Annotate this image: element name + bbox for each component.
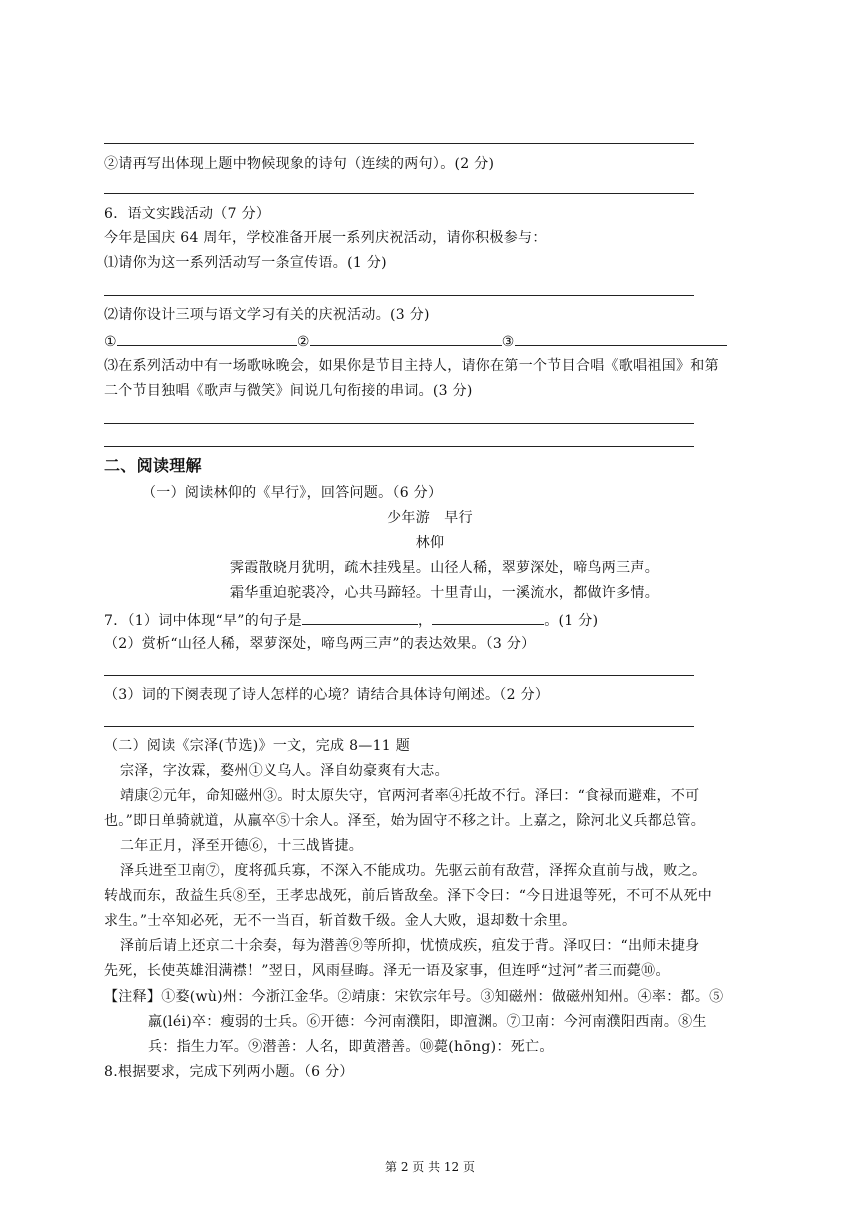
passage-p3: 二年正月，泽至开德⑥，十三战皆捷。: [120, 838, 364, 854]
q6-blanks-row: [104, 331, 727, 351]
notes-line-1: 【注释】①婺(wù)州：今浙江金华。②靖康：宋钦宗年号。③知磁州：做磁州知州。④率：都。⑤: [104, 989, 724, 1005]
answer-line: [104, 423, 694, 424]
q7-sub1-prefix: 7．（1）词中体现“早”的句子是: [104, 613, 302, 629]
answer-blank-1: [117, 331, 297, 346]
answer-blank-5: [432, 610, 544, 625]
page-footer: 第 2 页 共 12 页: [385, 1160, 475, 1174]
passage-p5-line2: 先死，长使英雄泪满襟！”翌日，风雨昼晦。泽无一语及家事，但连呼“过河”者三而薨⑩。: [104, 963, 670, 979]
answer-line: [104, 143, 694, 144]
passage-p4-line3: 求生。”士卒知必死，无不一当百，斩首数千级。金人大败，退却数十余里。: [104, 913, 577, 929]
q7-sub1-suffix: 。(1 分): [544, 613, 599, 629]
answer-line: [104, 193, 694, 194]
q6-sub1: ⑴请你为这一系列活动写一条宣传语。(1 分): [104, 255, 387, 271]
answer-line: [104, 726, 694, 727]
answer-blank-2: [310, 331, 502, 346]
notes-line-3: 兵：指生力军。⑨潜善：人名，即黄潜善。⑩薨(hōng)：死亡。: [148, 1039, 554, 1055]
q6-title: 6．语文实践活动（7 分）: [104, 206, 271, 222]
passage-p1: 宗泽，字汝霖，婺州①义乌人。泽自幼豪爽有大志。: [120, 763, 449, 779]
passage-p5-line1: 泽前后请上还京二十余奏，每为潜善⑨等所抑，忧愤成疾，疽发于背。泽叹曰：“出师未捷身: [120, 938, 700, 954]
q6-sub2: ⑵请你设计三项与语文学习有关的庆祝活动。(3 分): [104, 307, 430, 323]
q7-sub1-sep: ，: [417, 613, 433, 629]
blank-marker-1: ①: [104, 334, 117, 350]
passage-p2-line1: 靖康②元年，命知磁州③。时太原失守，官两河者率④托故不行。泽曰：“食禄而避难，不可: [120, 788, 700, 804]
q7-sub2: （2）赏析“山径人稀，翠萝深处，啼鸟两三声”的表达效果。（3 分）: [104, 636, 536, 652]
passage-p4-line2: 转战而东，敌益生兵⑧至，王孝忠战死，前后皆敌垒。泽下令曰：“今日进退等死，不可不从死中: [104, 888, 713, 904]
poem-line-2: 霜华重迫驼裘冷，心共马蹄轻。十里青山，一溪流水，都做许多情。: [230, 585, 659, 601]
q7-sub1: [104, 610, 598, 630]
answer-line: [104, 675, 694, 676]
answer-line: [104, 446, 694, 447]
poem-author: 林仰: [415, 535, 445, 551]
answer-blank-4: [302, 610, 418, 625]
notes-line-2: 羸(léi)卒：瘦弱的士兵。⑥开德：今河南濮阳，即澶渊。⑦卫南：今河南濮阳西南。⑧生: [148, 1014, 707, 1030]
q6-intro: 今年是国庆 64 周年，学校准备开展一系列庆祝活动，请你积极参与：: [104, 230, 547, 246]
q6-sub3-line2: 二个节目独唱《歌声与微笑》间说几句衔接的串词。(3 分): [104, 383, 473, 399]
poem-line-1: 霁霞散晓月犹明，疏木挂残星。山径人稀，翠萝深处，啼鸟两三声。: [230, 560, 659, 576]
q6-sub3-line1: ⑶在系列活动中有一场歌咏晚会，如果你是节目主持人，请你在第一个节目合唱《歌唱祖国》和第: [104, 358, 719, 374]
q7-sub3: （3）词的下阕表现了诗人怎样的心境？请结合具体诗句阐述。（2 分）: [104, 687, 550, 703]
passage-p2-line2: 也。”即日单骑就道，从羸卒⑤十余人。泽至，始为固守不移之计。上嘉之，除河北义兵都总管。: [104, 813, 706, 829]
blank-marker-2: ②: [296, 334, 310, 350]
blank-marker-3: ③: [501, 334, 515, 350]
q5-sub2: ②请再写出体现上题中物候现象的诗句（连续的两句）。(2 分): [104, 156, 495, 172]
section-heading: 二、阅读理解: [104, 456, 202, 475]
poem-title: 少年游 早行: [387, 510, 473, 526]
q8-title: 8.根据要求，完成下列两小题。（6 分）: [104, 1064, 354, 1080]
passage-p4-line1: 泽兵进至卫南⑦，度将孤兵寡，不深入不能成功。先驱云前有敌营，泽挥众直前与战，败之。: [120, 863, 707, 879]
part2-intro: （二）阅读《宗泽(节选)》一文，完成 8—11 题: [104, 738, 411, 754]
answer-line: [104, 295, 694, 296]
answer-blank-3: [515, 331, 727, 346]
part1-intro: （一）阅读林仰的《早行》，回答问题。（6 分）: [142, 485, 443, 501]
